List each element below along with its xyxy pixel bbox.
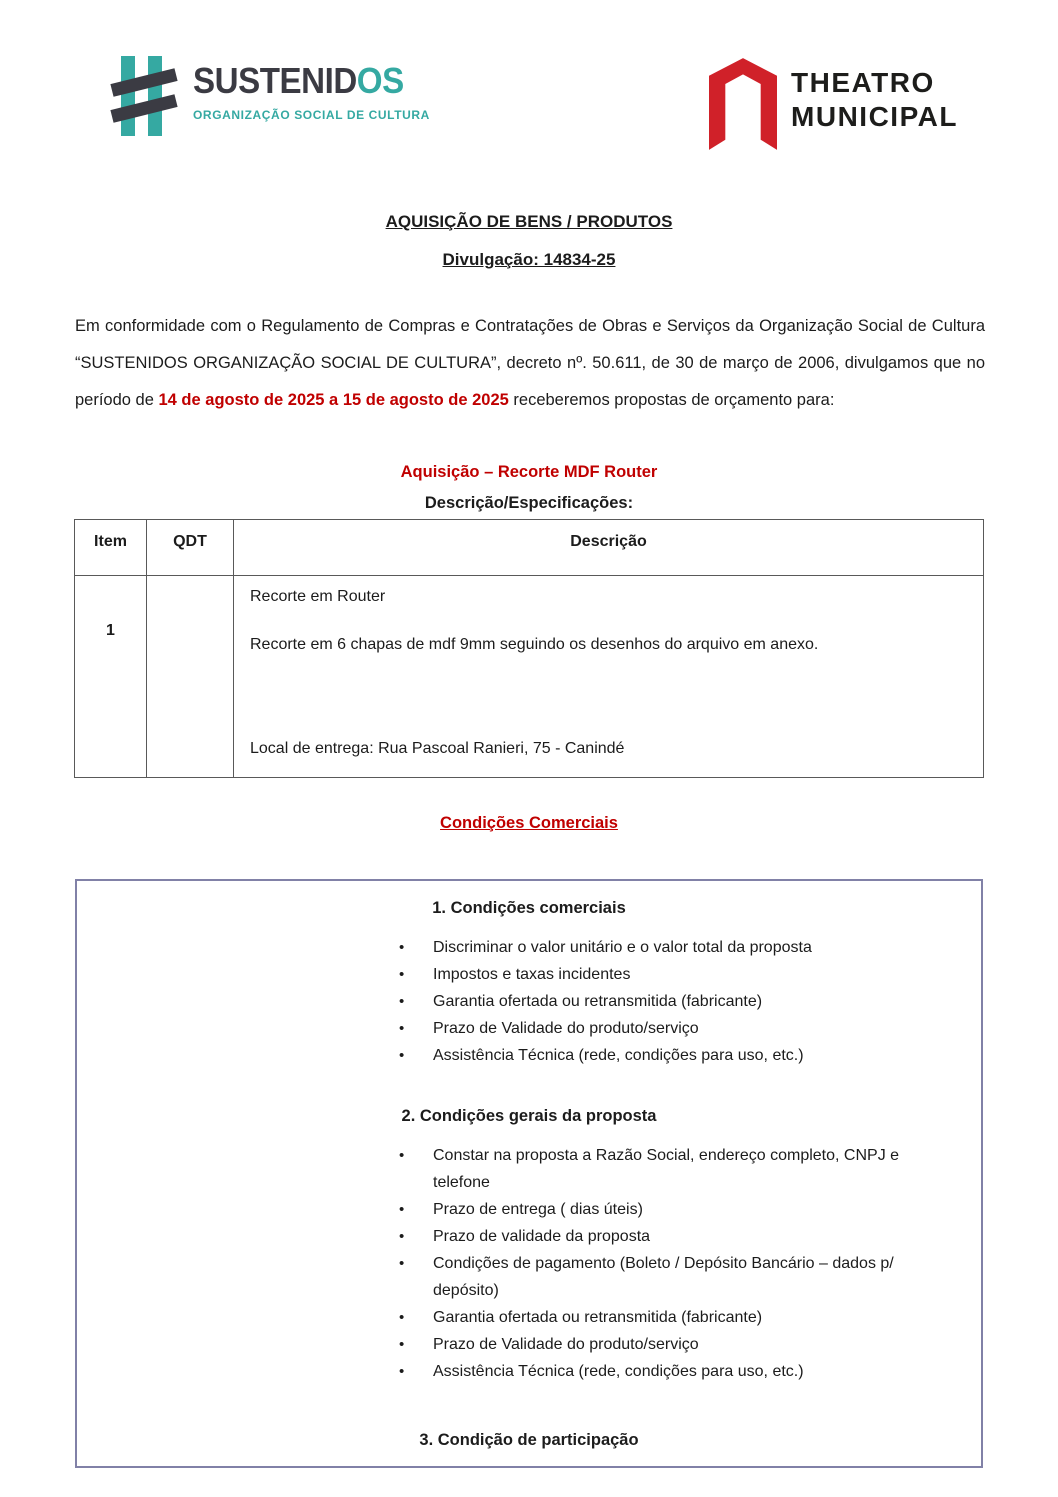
table-header-row xyxy=(75,520,984,576)
box-section-1-heading: 1. Condições comerciais xyxy=(432,899,626,917)
bullet-dot: • xyxy=(399,1020,405,1037)
bullet-item xyxy=(117,1142,941,1196)
conditions-box xyxy=(75,879,983,1468)
bullet-text: Garantia ofertada ou retransmitida (fabricante) xyxy=(433,993,763,1010)
intro-paragraph xyxy=(75,308,985,419)
bullet-text: Prazo de entrega ( dias úteis) xyxy=(433,1201,643,1218)
items-table xyxy=(74,519,984,778)
box-section-3-heading: 3. Condição de participação xyxy=(419,1431,639,1449)
bullet-item xyxy=(117,1196,941,1223)
bullet-item xyxy=(117,1223,941,1250)
bullet-text: Assistência Técnica (rede, condições para uso, etc.) xyxy=(433,1047,804,1064)
hash-vertical-bar xyxy=(148,56,162,136)
bullet-item xyxy=(117,1015,941,1042)
bullet-dot: • xyxy=(399,1147,405,1164)
header-logos xyxy=(0,0,1058,150)
sustenidos-name-teal: OS xyxy=(356,60,404,101)
commercial-conditions-title: Condições Comerciais xyxy=(440,814,618,832)
bullet-text: Constar na proposta a Razão Social, endereço completo, CNPJ e telefone xyxy=(433,1147,900,1191)
bullet-item xyxy=(117,1250,941,1304)
bullet-item xyxy=(117,1042,941,1069)
date-range: 14 de agosto de 2025 a 15 de agosto de 2025 xyxy=(158,391,509,409)
bullet-dot: • xyxy=(399,1201,405,1218)
bullet-text: Prazo de Validade do produto/serviço xyxy=(433,1020,699,1037)
bullet-item xyxy=(117,934,941,961)
sustenidos-tagline: ORGANIZAÇÃO SOCIAL DE CULTURA xyxy=(193,108,430,122)
bullet-item xyxy=(117,1304,941,1331)
intro-text-start: Em conformidade com o Regulamento de Compras e Contratações de Obras e Serviços da Organização Social de Cultura “SUSTENIDOS ORGANIZAÇÃO SOCIAL DE CULTURA”, decreto nº. 50.611, de 30 de março de 2006, divulgamos que no período de xyxy=(75,317,985,409)
bullet-dot: • xyxy=(399,1336,405,1353)
bullet-text: Assistência Técnica (rede, condições para uso, etc.) xyxy=(433,1363,804,1380)
intro-text-end: receberemos propostas de orçamento para: xyxy=(508,391,835,409)
bullet-dot: • xyxy=(399,939,405,956)
hash-vertical-bar xyxy=(121,56,135,136)
document-subtitle: Divulgação: 14834-25 xyxy=(442,250,616,269)
delivery-location-line: Local de entrega: Rua Pascoal Ranieri, 75 - Canindé xyxy=(250,740,625,757)
bullet-item xyxy=(117,1358,941,1385)
bullet-text: Discriminar o valor unitário e o valor total da proposta xyxy=(433,939,812,956)
theatro-municipal-logo xyxy=(709,52,958,150)
bullet-text: Impostos e taxas incidentes xyxy=(433,966,631,983)
description-line: Recorte em Router xyxy=(250,588,386,605)
sustenidos-hash-icon xyxy=(115,52,179,142)
bullet-text: Condições de pagamento (Boleto / Depósito Bancário – dados p/ depósito) xyxy=(433,1255,894,1299)
sustenidos-name-dark: SUSTENID xyxy=(193,60,357,101)
bullet-dot: • xyxy=(399,1309,405,1326)
bullet-dot: • xyxy=(399,1255,405,1272)
box-section-2-bullets xyxy=(117,1142,941,1385)
theatro-line1: THEATRO xyxy=(791,67,935,98)
bullet-item xyxy=(117,988,941,1015)
bullet-dot: • xyxy=(399,1363,405,1380)
col-header-qdt: QDT xyxy=(147,520,234,576)
theatro-wordmark xyxy=(791,58,958,133)
bullet-dot: • xyxy=(399,966,405,983)
bullet-text: Prazo de Validade do produto/serviço xyxy=(433,1336,699,1353)
theatro-line2: MUNICIPAL xyxy=(791,100,958,132)
title-block xyxy=(0,212,1058,270)
theatro-arch-icon xyxy=(709,58,777,150)
sustenidos-name xyxy=(193,60,411,102)
box-section-2-heading: 2. Condições gerais da proposta xyxy=(401,1107,657,1125)
bullet-text: Garantia ofertada ou retransmitida (fabricante) xyxy=(433,1309,763,1326)
sustenidos-wordmark xyxy=(193,52,430,122)
bullet-dot: • xyxy=(399,1228,405,1245)
sustenidos-logo xyxy=(115,52,430,142)
spec-heading: Descrição/Especificações: xyxy=(424,494,634,512)
bullet-item xyxy=(117,1331,941,1358)
bullet-dot: • xyxy=(399,1047,405,1064)
acquisition-heading: Aquisição – Recorte MDF Router xyxy=(400,463,658,481)
bullet-item xyxy=(117,961,941,988)
document-title: AQUISIÇÃO DE BENS / PRODUTOS xyxy=(385,212,673,231)
description-line: Recorte em 6 chapas de mdf 9mm seguindo os desenhos do arquivo em anexo. xyxy=(250,636,819,653)
box-section-1-bullets xyxy=(117,934,941,1069)
qdt-cell xyxy=(147,576,234,778)
col-header-item: Item xyxy=(75,520,147,576)
table-row xyxy=(75,576,984,778)
bullet-dot: • xyxy=(399,993,405,1010)
bullet-text: Prazo de validade da proposta xyxy=(433,1228,651,1245)
description-cell xyxy=(234,576,984,778)
col-header-descricao: Descrição xyxy=(234,520,984,576)
item-number-cell: 1 xyxy=(75,576,147,778)
